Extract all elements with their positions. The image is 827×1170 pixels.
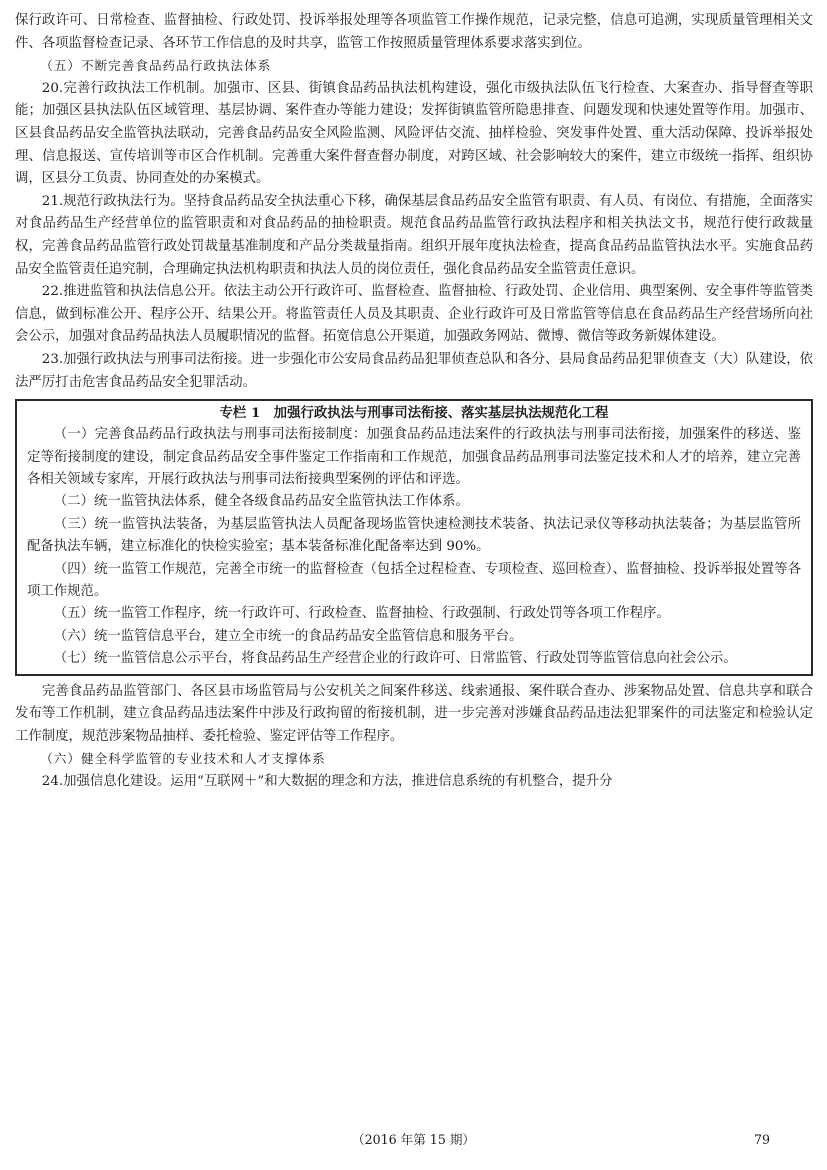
section-heading-6: （六）健全科学监管的专业技术和人才支撑体系 xyxy=(40,751,326,767)
paragraph-after-box: 完善食品药品监管部门、各区县市场监管局与公安机关之间案件移送、线索通报、案件联合查办、涉案物品处置、信息共享和联合发布等工作机制，建立食品药品违法案件中涉及行政拘留的衔接机制，进一步完善对涉嫌食品药品违法犯罪案件的司法鉴定和检验认定工作制度，规范涉案物品抽样、委托检验、鉴定评估等工作程序。 xyxy=(15,683,813,744)
box-title: 专栏 1 加强行政执法与刑事司法衔接、落实基层执法规范化工程 xyxy=(219,405,609,422)
paragraph-23: 23.加强行政执法与刑事司法衔接。进一步强化市公安局食品药品犯罪侦查总队和各分、县局食品药品犯罪侦查支（大）队建设，依法严厉打击危害食品药品安全犯罪活动。 xyxy=(15,351,813,390)
box-item-5: （五）统一监管工作程序，统一行政许可、行政检查、监督抽检、行政强制、行政处罚等各项工作程序。 xyxy=(53,606,670,622)
box-item-3: （三）统一监管执法装备，为基层监管执法人员配备现场监管快速检测技术装备、执法记录仪等移动执法装备；为基层监管所配备执法车辆，建立标准化的快检实验室；基本装备标准化配备率达到 90%。 xyxy=(27,516,801,555)
box-item-4: （四）统一监管工作规范，完善全市统一的监督检查（包括全过程检查、专项检查、巡回检查）、监督抽检、投诉举报处置等各项工作规范。 xyxy=(27,561,801,599)
box-item-2: （二）统一监管执法体系，健全各级食品药品安全监管执法工作体系。 xyxy=(53,494,469,510)
paragraph-21: 21.规范行政执法行为。坚持食品药品安全执法重心下移，确保基层食品药品安全监管有职责、有人员、有岗位、有措施，全面落实对食品药品生产经营单位的监管职责和对食品药品的抽检职责。规范食品药品监管行政执法程序和相关执法文书，规范行使行政裁量权，完善食品药品监管行政处罚裁量基准制度和产品分类裁量指南。组织开展年度执法检查，提高食品药品监管执法水平。实施食品药品安全监管责任追究制，合理确定执法机构职责和执法人员的岗位责任，强化食品药品安全监管责任意识。 xyxy=(15,193,813,277)
body-text xyxy=(15,10,813,794)
paragraph-22: 22.推进监管和执法信息公开。依法主动公开行政许可、监督检查、监督抽检、行政处罚、企业信用、典型案例、安全事件等监管类信息，做到标准公开、程序公开、结果公开。将监管责任人员及其职责、企业行政许可及日常监管等信息在食品药品生产经营场所向社会公示，加强对食品药品执法人员履职情况的监督。拓宽信息公开渠道，加强政务网站、微博、微信等政务新媒体建设。 xyxy=(15,284,813,345)
issue-label: （2016 年第 15 期） xyxy=(351,1132,476,1147)
section-heading-5: （五）不断完善食品药品行政执法体系 xyxy=(40,58,272,74)
paragraph-24: 24.加强信息化建设。运用“互联网＋”和大数据的理念和方法，推进信息系统的有机整合，提升分 xyxy=(41,773,613,789)
paragraph-20: 20.完善行政执法工作机制。加强市、区县、街镇食品药品执法机构建设，强化市级执法队伍飞行检查、大案查办、指导督查等职能；加强区县执法队伍区域管理、基层协调、案件查办等能力建设；发挥街镇监管所隐患排查、问题发现和快速处置等作用。加强市、区县食品药品安全监管执法联动，完善食品药品安全风险监测、风险评估交流、抽样检验、突发事件处置、重大活动保障、投诉举报处理、信息报送、宣传培训等市区合作机制。完善重大案件督查督办制度，对跨区域、社会影响较大的案件，建立市级统一指挥、组织协调，区县分工负责、协同查处的办案模式。 xyxy=(15,80,813,187)
box-item-6: （六）统一监管信息平台，建立全市统一的食品药品安全监管信息和服务平台。 xyxy=(53,628,523,644)
special-column-box xyxy=(15,399,813,675)
page-number: 79 xyxy=(753,1132,770,1147)
continued-paragraph: 保行政许可、日常检查、监督抽检、行政处罚、投诉举报处理等各项监管工作操作规范，记录完整，信息可追溯，实现质量管理相关文件、各项监督检查记录、各环节工作信息的及时共享，监管工作按照质量管理体系要求落实到位。 xyxy=(15,13,813,51)
box-item-1: （一）完善食品药品行政执法与刑事司法衔接制度：加强食品药品违法案件的行政执法与刑事司法衔接，加强案件的移送、鉴定等衔接制度的建设，制定食品药品安全事件鉴定工作指南和工作规范，加强食品药品刑事司法鉴定技术和人才的培养，建立完善各相关领域专家库，开展行政执法与刑事司法衔接典型案例的评估和评选。 xyxy=(27,427,801,487)
box-item-7: （七）统一监管信息公示平台，将食品药品生产经营企业的行政许可、日常监管、行政处罚等监管信息向社会公示。 xyxy=(53,651,737,667)
